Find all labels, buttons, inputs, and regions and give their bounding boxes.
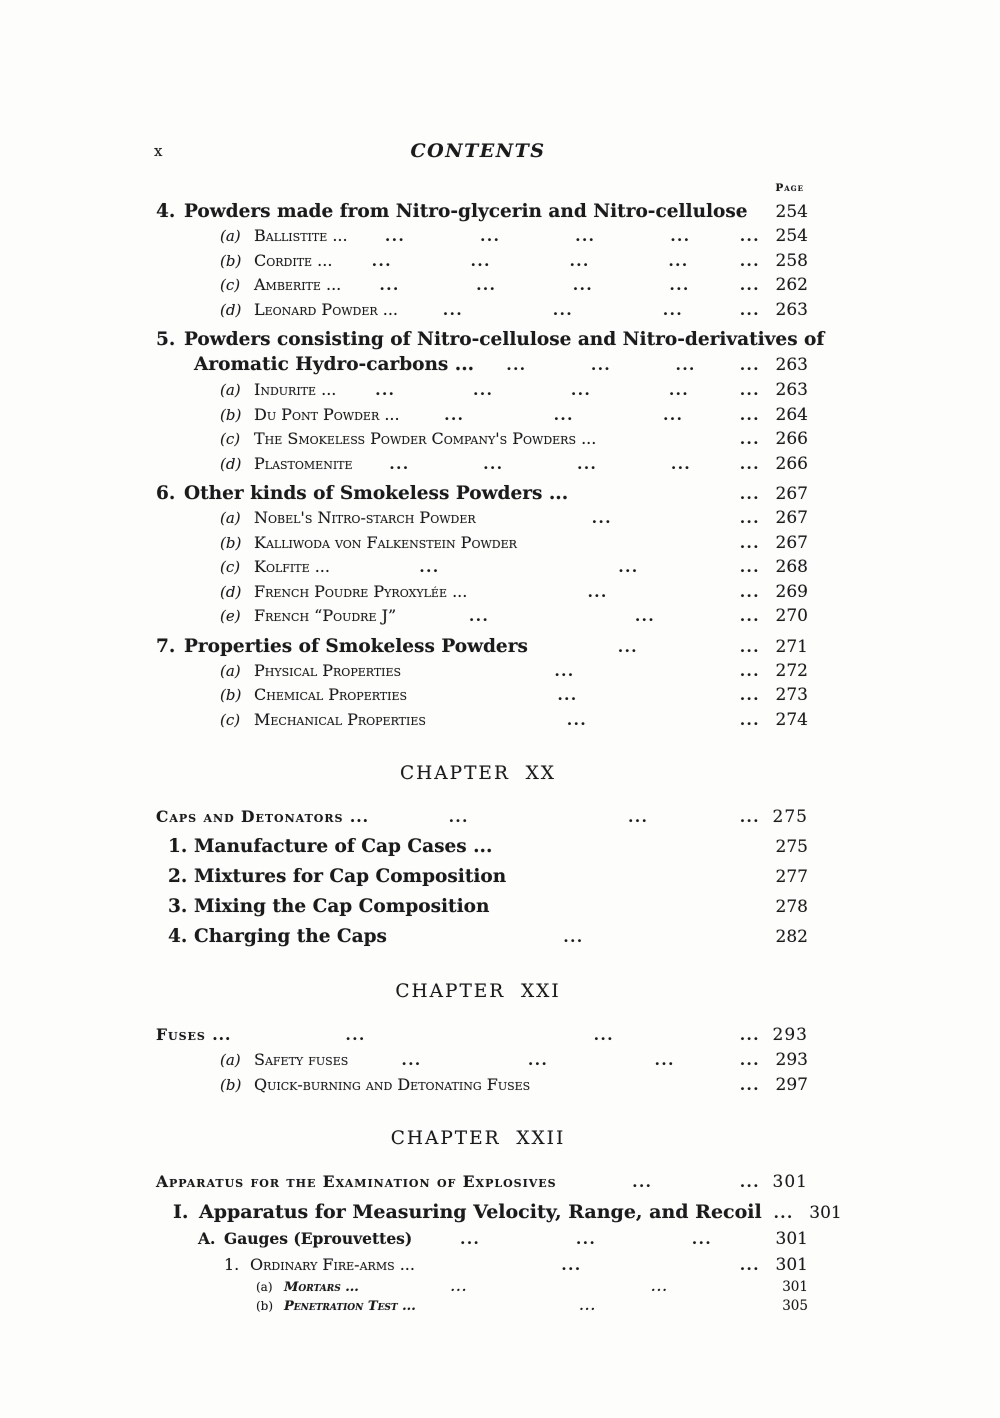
toc-row [148,1252,808,1278]
toc-entry-title: The Smokeless Powder Company's Powders ... [254,429,597,448]
dot-leader [398,298,728,323]
leader-dots: ... [739,1173,760,1191]
toc-row [148,249,808,274]
toc-page-number: 275 [772,807,808,827]
leader-dots: ... [739,1051,760,1069]
toc-entry-label: (b) [220,1075,242,1094]
leader-dots: ... [739,381,760,399]
toc-entry-title: Kolfite ... [254,557,330,576]
leader-dots: ... [739,405,760,424]
leader-dots: ... [470,251,491,270]
dot-leader [426,708,728,733]
leader-dots: ... [476,276,497,294]
leader-dots: ... [634,607,656,625]
chapter-heading: CHAPTER XXI [395,981,561,1002]
leader-dots: ... [571,381,592,399]
leader-dots: ... [553,405,574,424]
leader-dots: ... [345,1026,366,1044]
toc-page-number: 278 [775,897,808,917]
toc-page-number: 297 [775,1074,808,1095]
leader-dots: ... [617,637,639,656]
toc-row [148,531,808,556]
toc-entry-title: Chemical Properties [254,685,408,704]
toc-entry-label: 7. [156,635,176,657]
leader-dots: ... [577,454,598,473]
toc-row [148,1169,808,1195]
toc-entry-label: (a) [220,1051,241,1069]
toc-entry-label: (a) [220,509,241,527]
leader-dots: ... [651,1280,669,1294]
leader-dots: ... [569,251,590,270]
leader-dots: ... [375,381,396,399]
toc-row [148,1073,808,1098]
toc-entry-title: Mixing the Cap Composition [194,896,490,917]
dot-leader [407,683,728,708]
toc-page-number: 301 [782,1279,808,1295]
toc-page-number: 301 [775,1229,808,1249]
dot-leader [416,1297,760,1316]
toc-entry-title: Mixtures for Cap Composition [194,866,507,887]
toc-entry-label: (c) [220,710,241,729]
toc-entry-title: Aromatic Hydro-carbons ... [194,354,475,375]
leader-dots: ... [552,300,574,319]
toc-row [148,894,808,920]
leader-dots: ... [670,227,691,245]
leader-dots: ... [739,808,760,826]
folio-number: x [154,142,163,160]
leader-dots: ... [739,454,760,473]
toc-entry-label: 1. [168,836,188,857]
toc-row [148,834,808,860]
leader-dots: ... [450,1280,468,1294]
leader-dots: ... [654,1051,675,1069]
toc-entry-label: (b) [220,251,242,270]
leader-dots: ... [575,227,596,245]
leader-dots: ... [591,509,612,527]
toc-page-number: 264 [775,404,808,425]
leader-dots: ... [473,381,494,399]
toc-row [148,224,808,249]
toc-entry-title: French Poudre Pyroxylée ... [254,581,468,601]
leader-dots: ... [385,227,406,245]
toc-page-number: 262 [775,275,808,295]
dot-leader [387,925,760,950]
dot-leader [348,1048,728,1073]
leader-dots: ... [563,928,584,946]
leader-dots: ... [739,686,760,704]
leader-dots: ... [628,808,649,826]
toc-page-number: 272 [775,660,808,681]
leader-dots: ... [739,509,760,527]
toc-row [148,403,808,428]
leader-dots: ... [590,356,612,374]
toc-entry-title: Apparatus for Measuring Velocity, Range, and Recoil [199,1201,762,1223]
toc-page-number: 301 [772,1172,808,1192]
table-of-contents [148,200,842,1316]
toc-page-number: 275 [775,837,808,857]
toc-entry-title: Gauges (Eprouvettes) [224,1229,413,1248]
toc-entry-title: Physical Properties [254,660,402,680]
leader-dots: ... [739,582,760,601]
leader-dots: ... [739,558,760,576]
toc-row [148,1048,808,1073]
toc-entry-title: Mechanical Properties [254,709,426,729]
leader-dots: ... [442,300,464,319]
dot-leader [348,224,728,249]
leader-dots: ... [448,808,469,826]
dot-leader [528,635,728,659]
toc-page-number: 266 [775,429,808,449]
toc-entry-title: Ordinary Fire-arms ... [250,1255,415,1274]
page-column-label: Page [775,182,804,194]
toc-row [148,328,825,352]
toc-entry-label: (b) [256,1299,274,1313]
toc-entry-label: (a) [220,227,241,245]
leader-dots: ... [739,533,760,552]
leader-dots: ... [773,1204,794,1222]
leader-dots: ... [460,1230,481,1248]
toc-row [148,580,808,605]
toc-entry-title: Manufacture of Cap Cases ... [194,836,493,857]
leader-dots: ... [739,607,760,625]
toc-row [148,273,808,298]
toc-entry-title: Penetration Test ... [284,1299,416,1314]
toc-page-number: 293 [775,1050,808,1070]
leader-dots: ... [371,251,392,270]
dot-leader [369,805,728,830]
toc-row [148,924,808,950]
toc-page-number: 282 [775,927,808,947]
leader-dots: ... [662,300,684,319]
toc-entry-title: Amberite ... [254,275,342,294]
toc-entry-label: (d) [220,454,242,473]
leader-dots: ... [444,405,465,424]
toc-entry-label: 3. [168,896,188,917]
dot-leader [330,555,728,580]
dot-leader [359,1278,760,1297]
toc-entry-title: Properties of Smokeless Powders [184,635,528,657]
toc-page-number: 254 [775,226,808,246]
leader-dots: ... [419,558,440,576]
toc-page-number: 263 [775,299,808,320]
toc-entry-label: 1. [224,1255,240,1274]
toc-row [148,683,808,708]
leader-dots: ... [528,1051,549,1069]
toc-entry-label: I. [173,1201,189,1223]
toc-page-number: 274 [775,709,808,730]
toc-row [148,1022,808,1048]
toc-page-number: 301 [809,1203,842,1223]
page-title: CONTENTS [410,140,546,162]
toc-row [148,452,808,477]
toc-row [148,659,808,684]
leader-dots: ... [739,356,760,374]
toc-entry-label: 4. [156,201,176,222]
leader-dots: ... [739,710,760,729]
toc-entry-label: (d) [220,582,242,601]
dot-leader [412,1226,760,1252]
toc-entry-title: Indurite ... [254,380,337,399]
toc-page-number: 271 [775,636,808,657]
toc-entry-label: 6. [156,483,176,504]
toc-row [148,482,808,506]
dot-leader [332,249,728,274]
toc-row [148,427,808,452]
toc-row [148,1297,808,1316]
dot-leader [336,378,728,403]
leader-dots: ... [691,1230,713,1248]
toc-page-number: 305 [782,1298,808,1314]
dot-leader [341,273,728,298]
toc-page-number: 301 [775,1255,808,1275]
leader-dots: ... [401,1051,422,1069]
toc-entry-title: Quick-burning and Detonating Fuses [254,1074,531,1094]
toc-entry-title: Caps and Detonators ... [156,807,370,826]
leader-dots: ... [669,276,690,294]
toc-page-number: 270 [775,606,808,626]
toc-entry-title: Plastomenite [254,453,353,473]
toc-entry-label: (a) [256,1280,273,1294]
dot-leader [557,1170,728,1195]
leader-dots: ... [483,454,504,473]
toc-entry-title: Cordite ... [254,250,333,270]
leader-dots: ... [739,661,760,680]
toc-row [148,1278,808,1297]
toc-entry-title: Fuses ... [156,1025,232,1044]
toc-entry-label: (c) [220,430,241,448]
toc-entry-title: French “Poudre J” [254,606,397,625]
toc-entry-title: Other kinds of Smokeless Powders ... [184,483,569,504]
leader-dots: ... [572,276,594,294]
toc-entry-title: Powders consisting of Nitro-cellulose and Nitro-derivatives of [184,329,825,350]
toc-entry-label: A. [198,1229,216,1248]
toc-page-number: 277 [775,867,808,887]
leader-dots: ... [739,251,760,270]
chapter-heading: CHAPTER XXII [390,1128,566,1149]
dot-leader [401,659,728,684]
leader-dots: ... [675,356,696,374]
leader-dots: ... [566,710,588,729]
toc-entry-title: Safety fuses [254,1050,349,1069]
toc-entry-title: Mortars ... [284,1280,359,1295]
leader-dots: ... [469,607,490,625]
toc-row [148,1199,842,1226]
dot-leader [467,580,728,605]
toc-page-number: 267 [775,508,808,528]
toc-row [148,1226,808,1252]
leader-dots: ... [389,454,410,473]
toc-row [148,378,808,403]
toc-entry-label: 2. [168,866,188,887]
dot-leader [400,403,728,428]
toc-entry-label: (b) [220,405,242,424]
leader-dots: ... [480,227,501,245]
leader-dots: ... [557,686,578,704]
leader-dots: ... [668,251,689,270]
toc-row [148,506,808,531]
dot-leader [231,1023,728,1048]
leader-dots: ... [618,558,639,576]
toc-row [148,804,808,830]
toc-entry-title: Powders made from Nitro-glycerin and Nitro-cellulose [184,201,748,222]
toc-page-number: 258 [775,250,808,271]
leader-dots: ... [739,227,760,245]
toc-entry-title: Du Pont Powder ... [254,404,400,424]
toc-entry-title: Nobel's Nitro-starch Powder [254,508,476,527]
leader-dots: ... [506,356,527,374]
toc-page-number: 263 [775,380,808,400]
toc-row [148,555,808,580]
toc-row [148,708,808,733]
toc-entry-label: (e) [220,607,241,625]
toc-entry-label: (b) [220,686,242,704]
page-header [148,140,808,166]
leader-dots: ... [739,276,760,294]
toc-row [148,604,808,629]
leader-dots: ... [739,300,760,319]
toc-entry-title: Apparatus for the Examination of Explosives [156,1172,557,1191]
toc-page-number: 273 [775,685,808,705]
toc-entry-label: (d) [220,300,242,319]
toc-entry-label: (c) [220,276,241,294]
leader-dots: ... [739,1026,760,1044]
toc-page-number: 254 [775,202,808,222]
leader-dots: ... [554,661,575,680]
toc-entry-title: Ballistite ... [254,226,348,245]
leader-dots: ... [593,1026,614,1044]
toc-entry-title: Leonard Powder ... [254,299,398,319]
leader-dots: ... [632,1173,653,1191]
leader-dots: ... [739,485,760,503]
leader-dots: ... [739,1075,760,1094]
toc-entry-label: (a) [220,381,241,399]
leader-dots: ... [739,637,760,656]
leader-dots: ... [739,1256,760,1274]
toc-row [148,200,808,224]
leader-dots: ... [579,1299,597,1313]
toc-entry-label: (b) [220,533,242,552]
toc-page-number: 266 [775,453,808,474]
dot-leader [353,452,728,477]
toc-page-number: 267 [775,532,808,553]
toc-entry-label: (a) [220,661,241,680]
toc-page-number: 267 [775,484,808,504]
book-page [148,0,842,1316]
toc-row [148,864,808,890]
dot-leader [474,352,728,378]
toc-page-number: 293 [772,1025,808,1045]
toc-page-number: 269 [775,581,808,602]
leader-dots: ... [379,276,400,294]
dot-leader [415,1253,728,1278]
toc-page-number: 268 [775,557,808,577]
toc-row [148,352,808,378]
toc-entry-label: (c) [220,558,241,576]
toc-row [148,635,808,659]
chapter-heading: CHAPTER XX [400,763,556,784]
toc-entry-title: Charging the Caps [194,926,387,947]
leader-dots: ... [668,381,690,399]
leader-dots: ... [587,582,608,601]
leader-dots: ... [670,454,692,473]
toc-row [148,298,808,323]
toc-entry-label: 5. [156,329,176,350]
leader-dots: ... [576,1230,597,1248]
dot-leader [476,506,728,531]
toc-page-number: 263 [775,355,808,375]
dot-leader [396,604,728,629]
toc-entry-label: 4. [168,926,188,947]
leader-dots: ... [739,430,760,448]
leader-dots: ... [561,1256,582,1274]
toc-entry-title: Kalliwoda von Falkenstein Powder [254,532,517,552]
leader-dots: ... [663,405,684,424]
